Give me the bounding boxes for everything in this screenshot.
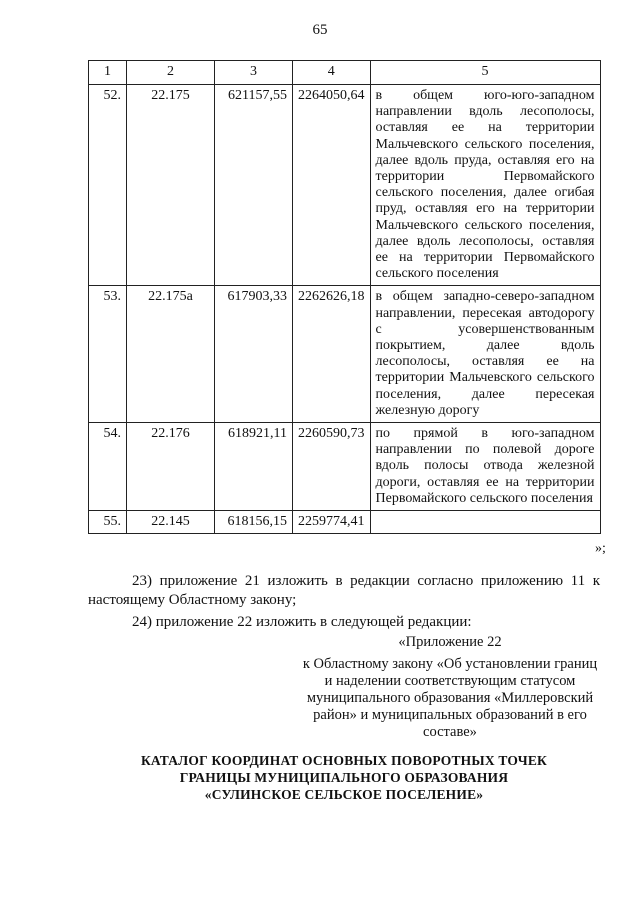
point-id: 22.175 [127, 85, 215, 286]
table-row [89, 511, 601, 534]
appendix-text: к Областному закону «Об установлении границ и наделении соответствующим статусом муниципального образования «Миллеровский район» и муниципальных образований в его составе» [302, 656, 598, 740]
point-id: 22.176 [127, 423, 215, 511]
row-number: 54. [89, 423, 127, 511]
paragraph-23: 23) приложение 21 изложить в редакции согласно приложению 11 к настоящему Областному закону; [88, 573, 600, 608]
row-number: 55. [89, 511, 127, 534]
header-cell-2: 2 [127, 61, 215, 85]
header-cell-3: 3 [215, 61, 293, 85]
table-row [89, 286, 601, 423]
table-row [89, 423, 601, 511]
catalog-title-line-1: КАТАЛОГ КООРДИНАТ ОСНОВНЫХ ПОВОРОТНЫХ ТОЧЕК [140, 753, 548, 768]
closing-quote: »; [595, 541, 606, 556]
page-number: 65 [312, 22, 328, 38]
table-header-row [89, 61, 601, 85]
row-number: 52. [89, 85, 127, 286]
point-id: 22.175а [127, 286, 215, 423]
coord-x: 618921,11 [215, 423, 293, 511]
coord-x: 621157,55 [215, 85, 293, 286]
point-id: 22.145 [127, 511, 215, 534]
coord-x: 618156,15 [215, 511, 293, 534]
catalog-title [88, 752, 600, 803]
coord-x: 617903,33 [215, 286, 293, 423]
coord-y: 2260590,73 [293, 423, 371, 511]
coord-y: 2264050,64 [293, 85, 371, 286]
table-row [89, 85, 601, 286]
boundary-description [370, 511, 600, 534]
boundary-description: в общем юго-юго-западном направлении вдоль лесополосы, оставляя ее на территории Мальчевского сельского поселения, далее вдоль пруда, оставляя его на территории Первомайского сельского поселения, далее огибая пруд, оставляя его на территории Мальчевского сельского поселения, далее вдоль лесополосы, оставляя ее на территории Первомайского сельского поселения [370, 85, 600, 286]
header-cell-5: 5 [370, 61, 600, 85]
paragraph-24: 24) приложение 22 изложить в следующей редакции: [132, 614, 472, 630]
coord-y: 2262626,18 [293, 286, 371, 423]
header-cell-4: 4 [293, 61, 371, 85]
coord-y: 2259774,41 [293, 511, 371, 534]
header-cell-1: 1 [89, 61, 127, 85]
appendix-title: «Приложение 22 [398, 634, 502, 650]
boundary-description: по прямой в юго-западном направлении по полевой дороге вдоль полосы отвода железной дороги, оставляя ее на территории Первомайского сельского поселения [370, 423, 600, 511]
boundary-description: в общем западно-северо-западном направлении, пересекая автодорогу с усовершенствованным покрытием, далее вдоль лесополосы, оставляя ее на территории Мальчевского сельского поселения, далее пересекая железную дорогу [370, 286, 600, 423]
catalog-title-line-3: «СУЛИНСКОЕ СЕЛЬСКОЕ ПОСЕЛЕНИЕ» [204, 787, 484, 802]
coordinates-table [88, 60, 601, 534]
catalog-title-line-2: ГРАНИЦЫ МУНИЦИПАЛЬНОГО ОБРАЗОВАНИЯ [179, 770, 509, 785]
row-number: 53. [89, 286, 127, 423]
